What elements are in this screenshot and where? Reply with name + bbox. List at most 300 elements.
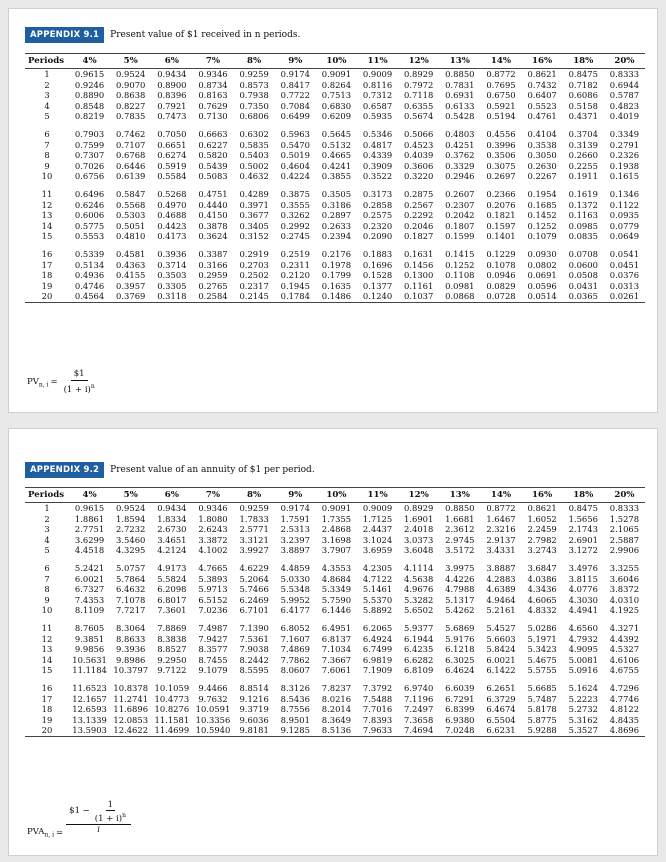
value-cell: 2.9745 bbox=[445, 534, 475, 545]
value-cell: 0.7831 bbox=[445, 79, 475, 90]
value-cell: 0.1821 bbox=[486, 210, 516, 221]
table-caption: Present value of $1 received in n periods. bbox=[110, 30, 301, 40]
table-row bbox=[25, 210, 645, 221]
value-cell: 6.4674 bbox=[486, 704, 516, 715]
value-cell: 3.5172 bbox=[445, 545, 475, 556]
table-row bbox=[25, 514, 645, 525]
value-cell: 0.5002 bbox=[239, 160, 269, 171]
value-cell: 0.3555 bbox=[280, 199, 310, 210]
value-cell: 0.1911 bbox=[568, 171, 598, 182]
period-cell: 9 bbox=[44, 594, 50, 605]
value-cell: 5.9176 bbox=[445, 633, 475, 644]
value-cell: 2.1743 bbox=[568, 524, 598, 535]
period-cell: 3 bbox=[44, 90, 50, 101]
value-cell: 0.2120 bbox=[280, 270, 310, 281]
rate-header: 14% bbox=[480, 54, 521, 69]
value-cell: 0.8475 bbox=[568, 503, 598, 513]
value-cell: 0.1597 bbox=[486, 220, 516, 231]
table-row bbox=[25, 584, 645, 595]
value-cell: 0.1122 bbox=[609, 199, 640, 210]
value-cell: 0.5921 bbox=[486, 100, 516, 111]
value-cell: 5.7864 bbox=[116, 573, 146, 584]
value-cell: 4.9676 bbox=[404, 584, 434, 595]
value-cell: 7.9633 bbox=[357, 725, 398, 736]
value-cell: 1.6467 bbox=[486, 513, 516, 524]
value-cell: 0.2145 bbox=[234, 291, 275, 302]
value-cell: 0.1978 bbox=[321, 259, 352, 270]
value-cell: 0.6806 bbox=[239, 111, 269, 122]
value-cell: 0.4150 bbox=[198, 210, 228, 221]
table-row bbox=[25, 545, 645, 556]
value-cell: 1.6052 bbox=[527, 513, 557, 524]
value-cell: 2.2459 bbox=[527, 524, 557, 535]
value-cell: 0.1954 bbox=[527, 188, 557, 199]
value-cell: 6.6231 bbox=[480, 725, 521, 736]
value-cell: 6.2098 bbox=[157, 584, 187, 595]
value-cell: 0.3220 bbox=[404, 171, 434, 182]
value-cell: 0.8548 bbox=[74, 100, 105, 111]
value-cell: 0.8734 bbox=[198, 79, 228, 90]
value-cell: 0.8333 bbox=[609, 503, 640, 513]
value-cell: 5.0286 bbox=[527, 622, 557, 633]
table-row bbox=[25, 503, 645, 514]
value-cell: 0.2394 bbox=[321, 231, 352, 242]
table-row bbox=[25, 725, 645, 736]
value-cell: 7.4694 bbox=[398, 725, 439, 736]
value-cell: 0.9091 bbox=[321, 69, 352, 79]
value-cell: 0.6663 bbox=[198, 128, 228, 139]
value-cell: 6.1446 bbox=[321, 605, 352, 616]
value-cell: 0.1252 bbox=[527, 220, 557, 231]
value-cell: 0.3166 bbox=[198, 259, 228, 270]
value-cell: 1.6681 bbox=[445, 513, 475, 524]
period-cell: 19 bbox=[41, 714, 53, 725]
value-cell: 0.4224 bbox=[280, 171, 310, 182]
value-cell: 0.9091 bbox=[321, 503, 352, 513]
value-cell: 0.0313 bbox=[609, 280, 640, 291]
table-row bbox=[25, 249, 645, 260]
value-cell: 0.3957 bbox=[116, 280, 146, 291]
value-cell: 6.0021 bbox=[74, 573, 105, 584]
header-row bbox=[25, 488, 645, 503]
value-cell: 9.8181 bbox=[234, 725, 275, 736]
value-cell: 0.7695 bbox=[486, 79, 516, 90]
value-cell: 0.9434 bbox=[157, 69, 187, 79]
formula-fraction bbox=[66, 800, 131, 836]
rate-header: 12% bbox=[398, 488, 439, 503]
value-cell: 5.3162 bbox=[568, 714, 598, 725]
value-cell: 4.1002 bbox=[198, 545, 228, 556]
value-cell: 0.5158 bbox=[568, 100, 598, 111]
rate-header: 13% bbox=[439, 54, 480, 69]
value-cell: 8.7556 bbox=[280, 704, 310, 715]
value-cell: 9.1216 bbox=[239, 693, 269, 704]
value-cell: 3.4331 bbox=[486, 545, 516, 556]
value-cell: 0.4665 bbox=[321, 150, 352, 161]
value-cell: 0.8396 bbox=[157, 90, 187, 101]
value-cell: 9.2950 bbox=[157, 654, 187, 665]
group-spacer bbox=[25, 122, 645, 129]
rate-header: 16% bbox=[522, 488, 563, 503]
value-cell: 0.7084 bbox=[280, 100, 310, 111]
value-cell: 0.9524 bbox=[116, 69, 146, 79]
value-cell: 0.4523 bbox=[404, 139, 434, 150]
value-cell: 2.5313 bbox=[280, 524, 310, 535]
value-cell: 0.3971 bbox=[239, 199, 269, 210]
period-cell: 12 bbox=[41, 633, 53, 644]
period-cell: 2 bbox=[44, 79, 50, 90]
value-cell: 0.2959 bbox=[198, 270, 228, 281]
value-cell: 2.7232 bbox=[116, 524, 146, 535]
value-cell: 0.2292 bbox=[404, 210, 434, 221]
value-cell: 4.2305 bbox=[362, 562, 393, 573]
value-cell: 0.6139 bbox=[116, 171, 146, 182]
value-cell: 0.4810 bbox=[116, 231, 146, 242]
value-cell: 2.1065 bbox=[609, 524, 640, 535]
formula-denominator: i bbox=[97, 824, 100, 835]
value-cell: 0.5674 bbox=[404, 111, 434, 122]
formula-inner-numerator: 1 bbox=[107, 799, 114, 810]
value-cell: 3.3255 bbox=[609, 562, 640, 573]
value-cell: 0.8475 bbox=[568, 69, 598, 79]
value-cell: 0.2858 bbox=[362, 199, 393, 210]
value-cell: 5.2732 bbox=[568, 704, 598, 715]
value-cell: 0.6086 bbox=[568, 90, 598, 101]
value-cell: 6.9740 bbox=[404, 682, 434, 693]
value-cell: 0.1452 bbox=[527, 210, 557, 221]
value-cell: 3.9975 bbox=[445, 562, 475, 573]
value-cell: 4.3271 bbox=[609, 622, 640, 633]
annuity-present-value-table bbox=[25, 487, 645, 737]
value-cell: 0.5403 bbox=[239, 150, 269, 161]
value-cell: 0.4363 bbox=[116, 259, 146, 270]
value-cell: 0.1377 bbox=[362, 280, 393, 291]
value-cell: 0.0451 bbox=[609, 259, 640, 270]
period-cell: 2 bbox=[44, 513, 50, 524]
value-cell: 0.0779 bbox=[609, 220, 640, 231]
value-cell: 7.8237 bbox=[321, 682, 352, 693]
value-cell: 7.7016 bbox=[362, 704, 393, 715]
value-cell: 0.7972 bbox=[404, 79, 434, 90]
value-cell: 1.5278 bbox=[609, 513, 640, 524]
table-row bbox=[25, 655, 645, 666]
value-cell: 0.6750 bbox=[486, 90, 516, 101]
value-cell: 0.6496 bbox=[74, 188, 105, 199]
value-cell: 0.8116 bbox=[362, 79, 393, 90]
value-cell: 6.4951 bbox=[321, 622, 352, 633]
rate-header: 9% bbox=[275, 54, 316, 69]
value-cell: 0.2765 bbox=[198, 280, 228, 291]
value-cell: 0.0649 bbox=[609, 231, 640, 242]
table-row bbox=[25, 111, 645, 122]
value-cell: 0.5919 bbox=[157, 160, 187, 171]
value-cell: 6.8109 bbox=[404, 665, 434, 676]
table-row bbox=[25, 270, 645, 281]
value-cell: 9.4466 bbox=[198, 682, 228, 693]
table-row bbox=[25, 683, 645, 694]
value-cell: 0.2946 bbox=[445, 171, 475, 182]
value-cell: 0.8417 bbox=[280, 79, 310, 90]
value-cell: 0.5019 bbox=[280, 150, 310, 161]
value-cell: 0.2307 bbox=[445, 199, 475, 210]
value-cell: 0.2745 bbox=[280, 231, 310, 242]
rate-header: 10% bbox=[316, 488, 357, 503]
value-cell: 0.6830 bbox=[321, 100, 352, 111]
value-cell: 7.8393 bbox=[362, 714, 393, 725]
value-cell: 0.9346 bbox=[198, 503, 228, 513]
formula-subscript: n, i bbox=[38, 381, 49, 389]
value-cell: 0.7629 bbox=[198, 100, 228, 111]
spacer-cell bbox=[25, 182, 645, 189]
group-spacer bbox=[25, 556, 645, 563]
value-cell: 6.3025 bbox=[445, 654, 475, 665]
value-cell: 5.9377 bbox=[404, 622, 434, 633]
rate-header: 20% bbox=[604, 488, 645, 503]
value-cell: 0.7182 bbox=[568, 79, 598, 90]
value-cell: 8.5436 bbox=[280, 693, 310, 704]
table-row bbox=[25, 644, 645, 655]
value-cell: 12.6593 bbox=[72, 704, 107, 715]
value-cell: 11.2741 bbox=[113, 693, 149, 704]
value-cell: 0.4803 bbox=[445, 128, 475, 139]
group-spacer bbox=[25, 616, 645, 623]
period-cell: 18 bbox=[41, 270, 53, 281]
value-cell: 5.3349 bbox=[321, 584, 352, 595]
value-cell: 4.4518 bbox=[74, 545, 105, 556]
value-cell: 0.3522 bbox=[362, 171, 393, 182]
value-cell: 5.3527 bbox=[563, 725, 604, 736]
value-cell: 8.3577 bbox=[198, 644, 228, 655]
formula-numerator bbox=[66, 800, 131, 825]
value-cell: 1.6901 bbox=[404, 513, 434, 524]
value-cell: 3.1272 bbox=[568, 545, 598, 556]
value-cell: 2.6901 bbox=[568, 534, 598, 545]
value-cell: 0.3762 bbox=[445, 150, 475, 161]
table-row bbox=[25, 231, 645, 242]
value-cell: 5.4527 bbox=[486, 622, 516, 633]
value-cell: 7.2497 bbox=[404, 704, 434, 715]
value-cell: 5.2064 bbox=[239, 573, 269, 584]
value-cell: 9.3851 bbox=[74, 633, 105, 644]
value-cell: 6.6282 bbox=[404, 654, 434, 665]
value-cell: 0.2607 bbox=[445, 188, 475, 199]
formula-equals: = bbox=[50, 377, 58, 388]
value-cell: 0.7473 bbox=[157, 111, 187, 122]
value-cell: 0.2076 bbox=[486, 199, 516, 210]
value-cell: 6.1218 bbox=[445, 644, 475, 655]
value-cell: 0.5346 bbox=[362, 128, 393, 139]
value-cell: 0.7130 bbox=[198, 111, 228, 122]
value-cell: 1.7355 bbox=[321, 513, 352, 524]
value-cell: 0.1078 bbox=[486, 259, 516, 270]
value-cell: 6.8052 bbox=[280, 622, 310, 633]
value-cell: 0.4604 bbox=[280, 160, 310, 171]
period-cell: 5 bbox=[44, 545, 50, 556]
value-cell: 0.1037 bbox=[398, 291, 439, 302]
value-cell: 5.6603 bbox=[486, 633, 516, 644]
value-cell: 0.2567 bbox=[404, 199, 434, 210]
value-cell: 0.7462 bbox=[116, 128, 146, 139]
value-cell: 0.2311 bbox=[280, 259, 310, 270]
value-cell: 0.2255 bbox=[568, 160, 598, 171]
table-row bbox=[25, 90, 645, 101]
value-cell: 6.2651 bbox=[486, 682, 516, 693]
value-cell: 2.4018 bbox=[404, 524, 434, 535]
value-cell: 0.4251 bbox=[445, 139, 475, 150]
value-cell: 0.4289 bbox=[239, 188, 269, 199]
value-cell: 0.1372 bbox=[568, 199, 598, 210]
value-cell: 0.6133 bbox=[445, 100, 475, 111]
value-cell: 11.6896 bbox=[113, 704, 149, 715]
value-cell: 9.3936 bbox=[116, 644, 146, 655]
value-cell: 0.6768 bbox=[116, 150, 146, 161]
value-cell: 0.4936 bbox=[74, 270, 105, 281]
value-cell: 0.0365 bbox=[563, 291, 604, 302]
value-cell: 0.5523 bbox=[527, 100, 557, 111]
value-cell: 4.9173 bbox=[157, 562, 187, 573]
period-cell: 16 bbox=[41, 248, 53, 259]
value-cell: 7.7217 bbox=[116, 605, 146, 616]
value-cell: 5.0330 bbox=[280, 573, 310, 584]
period-cell: 8 bbox=[44, 150, 50, 161]
value-cell: 6.2065 bbox=[362, 622, 393, 633]
value-cell: 0.8900 bbox=[157, 79, 187, 90]
value-cell: 0.4751 bbox=[198, 188, 228, 199]
value-cell: 6.0021 bbox=[486, 654, 516, 665]
value-cell: 3.8372 bbox=[609, 584, 640, 595]
period-cell: 17 bbox=[41, 693, 53, 704]
value-cell: 0.6227 bbox=[198, 139, 228, 150]
value-cell: 8.0216 bbox=[321, 693, 352, 704]
value-cell: 5.7487 bbox=[527, 693, 557, 704]
table-row bbox=[25, 189, 645, 200]
value-cell: 4.5327 bbox=[609, 644, 640, 655]
period-cell: 6 bbox=[44, 128, 50, 139]
value-cell: 0.2090 bbox=[362, 231, 393, 242]
value-cell: 0.8264 bbox=[321, 79, 352, 90]
value-cell: 0.0981 bbox=[445, 280, 475, 291]
value-cell: 6.8399 bbox=[445, 704, 475, 715]
value-cell: 0.0829 bbox=[486, 280, 516, 291]
value-cell: 1.5656 bbox=[568, 513, 598, 524]
value-cell: 3.2743 bbox=[527, 545, 557, 556]
value-cell: 6.2469 bbox=[239, 594, 269, 605]
period-cell: 10 bbox=[41, 171, 53, 182]
value-cell: 5.7466 bbox=[239, 584, 269, 595]
value-cell: 0.5553 bbox=[74, 231, 105, 242]
value-cell: 5.3423 bbox=[527, 644, 557, 655]
value-cell: 9.8986 bbox=[116, 654, 146, 665]
appendix-9-2-header bbox=[25, 462, 315, 478]
rate-header: 12% bbox=[398, 54, 439, 69]
value-cell: 0.3050 bbox=[527, 150, 557, 161]
value-cell: 0.5584 bbox=[157, 171, 187, 182]
period-cell: 11 bbox=[41, 188, 53, 199]
value-cell: 0.8850 bbox=[445, 503, 475, 513]
value-cell: 4.1114 bbox=[404, 562, 434, 573]
value-cell: 11.1581 bbox=[154, 714, 190, 725]
value-cell: 4.1925 bbox=[609, 605, 640, 616]
value-cell: 0.1883 bbox=[362, 248, 393, 259]
period-cell: 7 bbox=[44, 139, 50, 150]
value-cell: 0.2519 bbox=[280, 248, 310, 259]
value-cell: 4.4226 bbox=[445, 573, 475, 584]
value-cell: 0.7432 bbox=[527, 79, 557, 90]
value-cell: 3.8897 bbox=[280, 545, 310, 556]
value-cell: 0.1346 bbox=[609, 188, 640, 199]
value-cell: 0.4104 bbox=[527, 128, 557, 139]
value-cell: 3.6959 bbox=[362, 545, 393, 556]
value-cell: 0.3909 bbox=[362, 160, 393, 171]
value-cell: 0.6407 bbox=[527, 90, 557, 101]
value-cell: 6.5504 bbox=[486, 714, 516, 725]
value-cell: 0.6446 bbox=[116, 160, 146, 171]
period-cell: 5 bbox=[44, 111, 50, 122]
value-cell: 0.2317 bbox=[239, 280, 269, 291]
value-cell: 0.9524 bbox=[116, 503, 146, 513]
value-cell: 8.2014 bbox=[321, 704, 352, 715]
value-cell: 0.4339 bbox=[362, 150, 393, 161]
value-cell: 0.2502 bbox=[239, 270, 269, 281]
value-cell: 0.5847 bbox=[116, 188, 146, 199]
value-cell: 1.8334 bbox=[157, 513, 187, 524]
value-cell: 3.7907 bbox=[321, 545, 352, 556]
value-cell: 0.9434 bbox=[157, 503, 187, 513]
pv-formula bbox=[27, 369, 98, 396]
table-row bbox=[25, 200, 645, 211]
table-row bbox=[25, 634, 645, 645]
period-cell: 20 bbox=[25, 291, 69, 302]
value-cell: 1.8861 bbox=[74, 513, 105, 524]
value-cell: 0.1784 bbox=[275, 291, 316, 302]
value-cell: 4.5638 bbox=[404, 573, 434, 584]
formula-lhs: PV bbox=[27, 376, 39, 387]
value-cell: 4.8696 bbox=[604, 725, 645, 736]
value-cell: 4.2124 bbox=[157, 545, 187, 556]
value-cell: 1.8594 bbox=[116, 513, 146, 524]
value-cell: 12.0853 bbox=[113, 714, 149, 725]
value-cell: 0.4019 bbox=[609, 111, 640, 122]
value-cell: 10.3797 bbox=[113, 665, 149, 676]
value-cell: 0.1163 bbox=[568, 210, 598, 221]
value-cell: 0.8772 bbox=[486, 69, 516, 79]
value-cell: 0.6499 bbox=[280, 111, 310, 122]
value-cell: 0.3118 bbox=[151, 291, 192, 302]
value-cell: 0.2633 bbox=[321, 220, 352, 231]
value-cell: 0.6274 bbox=[157, 150, 187, 161]
table-row bbox=[25, 605, 645, 616]
value-cell: 1.7125 bbox=[362, 513, 393, 524]
value-cell: 0.0508 bbox=[568, 270, 598, 281]
rate-header: 20% bbox=[604, 54, 645, 69]
value-cell: 4.9095 bbox=[568, 644, 598, 655]
value-cell: 7.3792 bbox=[362, 682, 393, 693]
value-cell: 0.5303 bbox=[116, 210, 146, 221]
value-cell: 0.4823 bbox=[609, 100, 640, 111]
value-cell: 3.6299 bbox=[74, 534, 105, 545]
value-cell: 8.2442 bbox=[239, 654, 269, 665]
value-cell: 0.0600 bbox=[568, 259, 598, 270]
value-cell: 5.2161 bbox=[486, 605, 516, 616]
value-cell: 0.5194 bbox=[486, 111, 516, 122]
value-cell: 4.0386 bbox=[527, 573, 557, 584]
value-cell: 9.3719 bbox=[239, 704, 269, 715]
period-cell: 17 bbox=[41, 259, 53, 270]
value-cell: 0.7938 bbox=[239, 90, 269, 101]
table-row bbox=[25, 129, 645, 140]
table-row bbox=[25, 694, 645, 705]
value-cell: 4.7988 bbox=[445, 584, 475, 595]
